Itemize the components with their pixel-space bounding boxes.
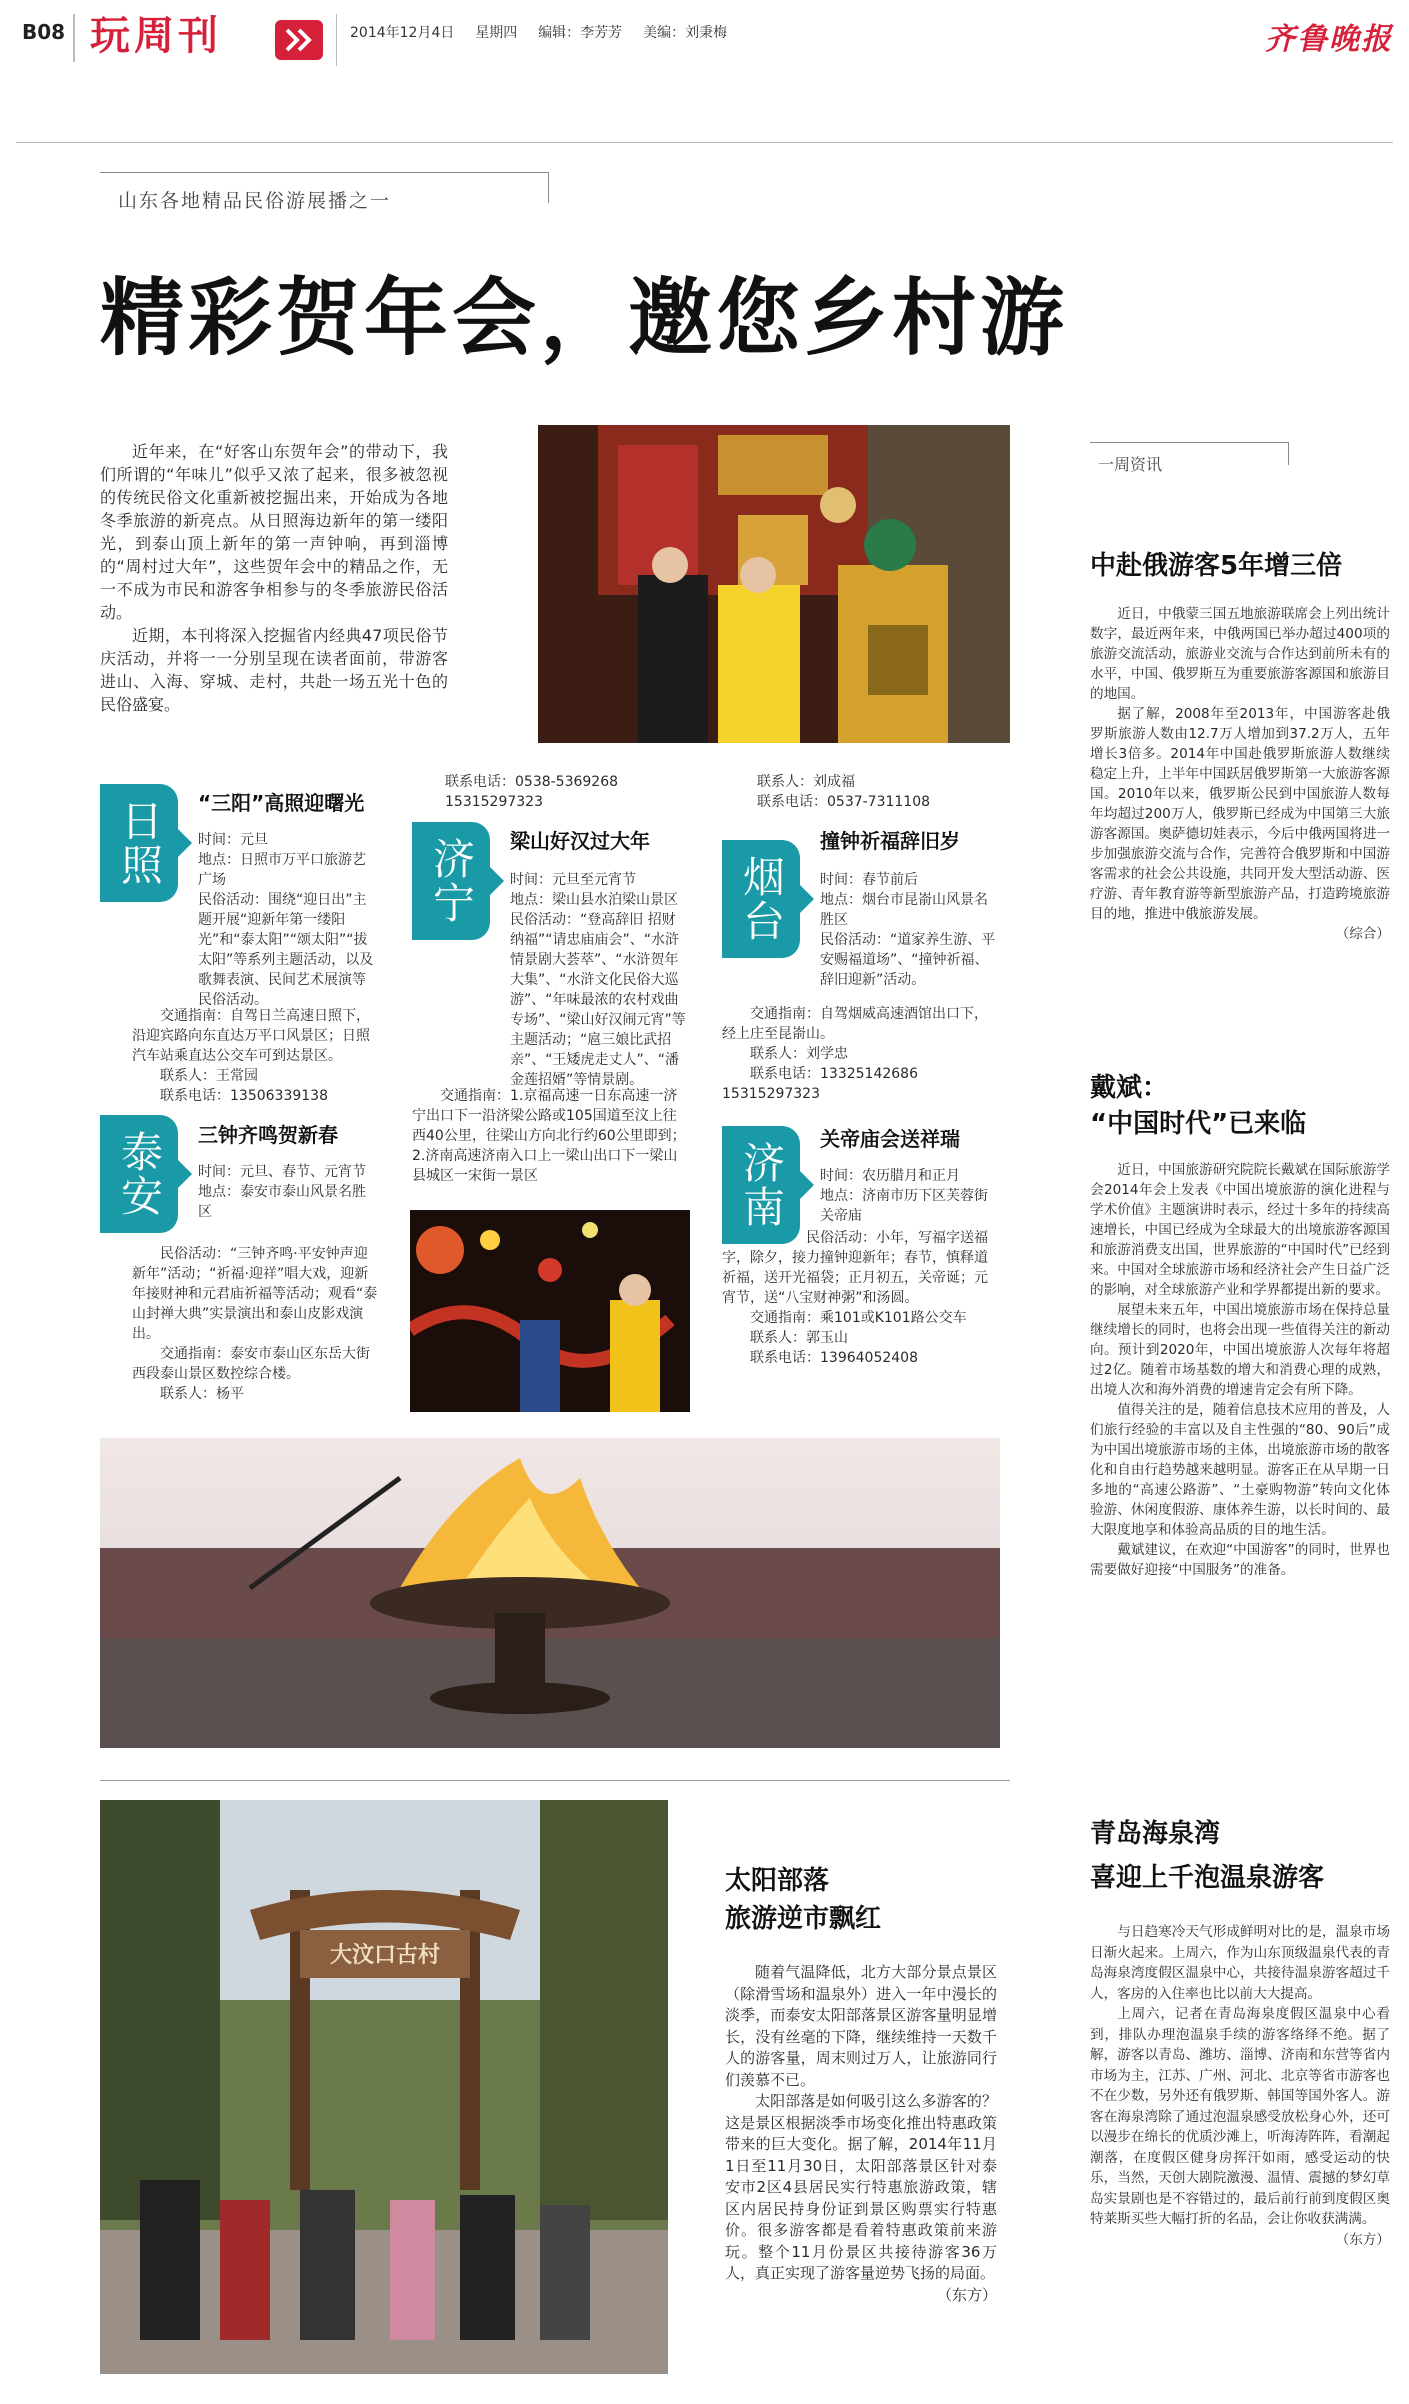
prev-contact-block — [445, 772, 645, 812]
event-more-jinan — [722, 1228, 998, 1368]
event-place: 地点：泰安市泰山风景名胜区 — [198, 1184, 366, 1220]
double-chevron-right-icon — [275, 20, 323, 60]
event-more-taian — [132, 1244, 378, 1404]
event-traffic-jining — [412, 1086, 688, 1186]
intro-paragraph: 近期，本刊将深入挖掘省内经典47项民俗节庆活动，并将一一分别呈现在读者面前，带游客进山、入海、穿城、走村，共赴一场五光十色的民俗盛宴。 — [100, 626, 448, 714]
event-contact: 联系人：郭玉山 — [750, 1330, 848, 1346]
event-phone: 联系电话：13325142686 — [750, 1066, 918, 1082]
event-details-jining — [510, 870, 688, 1090]
header-divider-2 — [336, 14, 337, 66]
weekly-label: 一周资讯 — [1098, 452, 1168, 475]
event-details-rizhao — [198, 830, 376, 1010]
event-activity: 民俗活动：小年，写福字送福字，除夕，接力撞钟迎新年；春节，慎释道祈福，送开光福袋；正月初五，关帝诞；元宵节，送“八宝财神粥”和汤圆。 — [722, 1230, 988, 1306]
event-phone: 联系电话：13506339138 — [160, 1088, 328, 1104]
editor-credit: 编辑：李芳芳 — [538, 25, 623, 41]
event-traffic: 交通指南：泰安市泰山区东岳大街西段泰山景区数控综合楼。 — [132, 1346, 370, 1382]
taiyang-source: （东方） — [936, 2285, 997, 2304]
weekly-a3-source: （东方） — [1335, 2231, 1390, 2248]
event-traffic: 交通指南：乘101或K101路公交车 — [750, 1310, 967, 1326]
event-phone: 联系电话：13964052408 — [750, 1350, 918, 1366]
event-title-taian: 三钟齐鸣贺新春 — [198, 1123, 338, 1147]
section-rule — [100, 1780, 1010, 1781]
weekly-a3-paragraph: 与日趋寒冷天气形成鲜明对比的是，温泉市场日渐火起来。上周六，作为山东顶级温泉代表的青岛海泉湾度假区温泉中心，共接待温泉游客超过千人，客房的入住率也比以前大大提高。 — [1090, 1924, 1390, 2002]
weekly-a2-paragraph: 近日，中国旅游研究院院长戴斌在国际旅游学会2014年会上发表《中国出境旅游的演化进程与学术价值》主题演讲时表示，经过十多年的持续高速增长，中国已经成为全球最大的出境旅游客源国和旅游消费支出国，世界旅游的“中国时代”已经到来。中国对全球旅游市场和经济社会产生日益广泛的影响，对全球旅游产业和学界都提出新的要求。 — [1090, 1162, 1390, 1298]
photo-bonfire-square — [100, 1438, 1000, 1748]
event-phone: 15315297323 — [445, 794, 543, 810]
event-activity: 民俗活动：“三钟齐鸣·平安钟声迎新年”活动；“祈福·迎祥”唱大戏，迎新年接财神和元君庙祈福等活动；观看“泰山封禅大典”实景演出和泰山皮影戏演出。 — [132, 1246, 378, 1342]
event-title-jining: 梁山好汉过大年 — [510, 829, 650, 853]
event-title-jinan: 关帝庙会送祥瑞 — [820, 1127, 960, 1151]
weekly-a1-paragraph: 近日，中俄蒙三国五地旅游联席会上列出统计数字，最近两年来，中俄两国已举办超过400项的旅游交流活动，旅游业交流与合作达到前所未有的水平，中国、俄罗斯互为重要旅游客源国和旅游目的地国。 — [1090, 606, 1390, 702]
intro-paragraph: 近年来，在“好客山东贺年会”的带动下，我们所谓的“年味儿”似乎又浓了起来，很多被忽视的传统民俗文化重新被挖掘出来，开始成为各地冬季旅游的新亮点。从日照海边新年的第一缕阳光，到泰山顶上新年的第一声钟响，再到淄博的“周村过大年”，这些贺年会中的精品之作，无一不成为市民和游客争相参与的冬季旅游民俗活动。 — [100, 442, 448, 622]
weekly-a3-title-line1: 青岛海泉湾 — [1090, 1819, 1221, 1849]
series-label: 山东各地精品民俗游展播之一 — [118, 186, 397, 213]
intro-text — [100, 440, 448, 716]
weekly-a2-title-line2: “中国时代”已来临 — [1090, 1109, 1307, 1139]
page-header — [0, 0, 1409, 80]
village-gate-sign: 大汶口古村 — [329, 1943, 441, 1968]
event-contact: 联系人：刘成福 — [757, 774, 855, 790]
taiyang-title — [725, 1862, 881, 1938]
event-details-yantai — [820, 870, 998, 990]
photo-costume-parade — [538, 425, 1010, 743]
event-place: 地点：烟台市昆嵛山风景名胜区 — [820, 892, 988, 928]
event-traffic-rizhao — [132, 1006, 378, 1106]
weekly-a2-title — [1090, 1070, 1306, 1142]
newspaper-logo: 齐鲁晚报 — [1265, 22, 1393, 57]
taiyang-paragraph: 太阳部落是如何吸引这么多游客的？这是景区根据淡季市场变化推出特惠政策带来的巨大变化。据了解，2014年11月1日至11月30日，太阳部落景区针对泰安市2区4县居民实行特惠旅游政策，辖区内居民持身份证到景区购票实行特惠价。很多游客都是看着特惠政策前来游玩。整个11月份景区共接待游客36万人，真正实现了游客量逆势飞扬的局面。 — [725, 2092, 997, 2282]
event-title-yantai: 撞钟祈福辞旧岁 — [820, 829, 960, 853]
event-traffic: 交通指南：自驾日兰高速日照下，沿迎宾路向东直达万平口风景区；日照汽车站乘直达公交车可到达景区。 — [132, 1008, 370, 1064]
header-info — [350, 22, 727, 42]
event-traffic: 交通指南：自驾烟威高速酒馆出口下，经上庄至昆嵛山。 — [722, 1006, 988, 1042]
weekly-a3-paragraph: 上周六，记者在青岛海泉度假区温泉中心看到，排队办理泡温泉手续的游客络绎不绝。据了解，游客以青岛、潍坊、淄博、济南和东营等省内市场为主，江苏、广州、河北、北京等省市游客也不在少数，另外还有俄罗斯、韩国等国外客人。游客在海泉湾除了通过泡温泉感受放松身心外，还可以漫步在绵长的优质沙滩上，听海涛阵阵，看潮起潮落，在度假区健身房挥汗如雨，感受运动的快乐，当然，天创大剧院激漫、温情、震撼的梦幻草岛实景剧也是不容错过的，最后前行前到度假区奥特莱斯买些大幅打折的名品，会让你收获满满。 — [1090, 2006, 1390, 2227]
city-tag-jining: 济宁 — [412, 822, 490, 940]
event-phone: 联系电话：0537-7311108 — [757, 794, 931, 810]
issue-weekday: 星期四 — [475, 25, 518, 41]
photo-lantern-festival — [410, 1210, 690, 1412]
page-number: B08 — [22, 20, 66, 44]
event-contact: 联系人：王常园 — [160, 1068, 258, 1084]
taiyang-body — [725, 1962, 997, 2306]
event-details-taian — [198, 1162, 376, 1222]
section-title: 玩周刊 — [90, 13, 222, 59]
weekly-a1-source: （综合） — [1335, 926, 1390, 942]
event-time: 时间：春节前后 — [820, 872, 918, 888]
event-activity: 民俗活动：“道家养生游、平安赐福道场”、“撞钟祈福、辞旧迎新”活动。 — [820, 932, 996, 988]
event-title-rizhao: “三阳”高照迎曙光 — [198, 791, 365, 815]
weekly-a3-title — [1090, 1812, 1324, 1900]
event-place: 地点：梁山县水泊梁山景区 — [510, 892, 678, 908]
weekly-a2-paragraph: 展望未来五年，中国出境旅游市场在保持总量继续增长的同时，也将会出现一些值得关注的新动向。预计到2020年，中国出境旅游人次每年将超过2亿。随着市场基数的增大和消费心理的成熟，出境人次和海外消费的增速肯定会有所下降。 — [1090, 1302, 1390, 1398]
headline: 精彩贺年会，邀您乡村游 — [100, 269, 1069, 367]
city-tag-jinan: 济南 — [722, 1126, 800, 1244]
event-contact: 联系人：杨平 — [160, 1386, 244, 1402]
event-place: 地点：济南市历下区芙蓉街关帝庙 — [820, 1188, 988, 1224]
weekly-a2-paragraph: 戴斌建议，在欢迎“中国游客”的同时，世界也需要做好迎接“中国服务”的准备。 — [1090, 1542, 1390, 1578]
city-tag-yantai: 烟台 — [722, 840, 800, 958]
weekly-a3-title-line2: 喜迎上千泡温泉游客 — [1090, 1863, 1325, 1893]
event-time: 时间：农历腊月和正月 — [820, 1168, 960, 1184]
taiyang-title-line1: 太阳部落 — [725, 1866, 830, 1896]
event-place: 地点：日照市万平口旅游艺广场 — [198, 852, 366, 888]
city-tag-taian: 泰安 — [100, 1115, 178, 1233]
photo-village-gate — [100, 1800, 668, 2374]
taiyang-title-line2: 旅游逆市飘红 — [725, 1904, 882, 1934]
weekly-a1-paragraph: 据了解，2008年至2013年，中国游客赴俄罗斯旅游人数由12.7万人增加到37.2万人，五年增长3倍多。2014年中国赴俄罗斯旅游人数继续稳定上升，上半年中国跃居俄罗斯第一大旅游客源国。2010年以来，俄罗斯公民到中国旅游人数每年均超过200万人，俄罗斯已经成为中国第三大旅游客源国。奥萨德切娃表示，今后中俄两国将进一步加强旅游交流与合作，完善符合俄罗斯和中国游客需求的社会公共设施，共同开发大型活动游、医疗游、青年教育游等新型旅游产品，打造跨境旅游目的地，推进中俄旅游发展。 — [1090, 706, 1390, 922]
event-traffic-yantai — [722, 1004, 998, 1104]
event-traffic: 交通指南：1.京福高速一日东高速一济宁出口下一沿济梁公路或105国道至汶上往西40公里，往梁山方向北行约60公里即到；2.济南高速济南入口上一梁山出口下一梁山县城区一宋街一景区 — [412, 1088, 686, 1184]
event-contact: 联系人：刘学忠 — [750, 1046, 848, 1062]
event-phone: 15315297323 — [722, 1086, 820, 1102]
weekly-a1-body — [1090, 604, 1390, 944]
event-phone: 联系电话：0538-5369268 — [445, 774, 619, 790]
header-rule — [16, 142, 1393, 143]
weekly-a2-paragraph: 值得关注的是，随着信息技术应用的普及，人们旅行经验的丰富以及自主性强的“80、90后”成为中国出境旅游市场的主体，出境旅游市场的散客化和自由行趋势越来越明显。游客正在从早期一日多地的“高速公路游”、“土豪购物游”转向文化体验游、休闲度假游、康体养生游，以长时间的、最大限度地享和体验高品质的目的地生活。 — [1090, 1402, 1390, 1538]
weekly-a1-title: 中赴俄游客5年增三倍 — [1090, 551, 1343, 581]
event-time: 时间：元旦至元宵节 — [510, 872, 636, 888]
art-credit: 美编：刘秉梅 — [643, 25, 728, 41]
event-details-jinan — [820, 1166, 998, 1226]
prev-contact-block-2 — [757, 772, 957, 812]
taiyang-paragraph: 随着气温降低，北方大部分景点景区（除滑雪场和温泉外）进入一年中漫长的淡季，而泰安太阳部落景区游客量明显增长，没有丝毫的下降，继续维持一天数千人的游客量，周末则过万人，让旅游同行们羡慕不已。 — [725, 1963, 997, 2089]
event-activity: 民俗活动：“登高辞旧 招财纳福”“请忠庙庙会”、“水浒情景剧大荟萃”、“水浒贺年大集”、“水浒文化民俗大巡游”、“年味最浓的农村戏曲专场”、“梁山好汉闹元宵”等主题活动；“扈三娘比武招亲”、“王矮虎走丈人”、“潘金莲招婿”等情景剧。 — [510, 912, 686, 1088]
city-tag-rizhao: 日照 — [100, 784, 178, 902]
weekly-a2-body — [1090, 1160, 1390, 1580]
weekly-a3-body — [1090, 1922, 1390, 2250]
issue-date: 2014年12月4日 — [350, 25, 455, 41]
event-time: 时间：元旦、春节、元宵节 — [198, 1164, 366, 1180]
event-time: 时间：元旦 — [198, 832, 268, 848]
weekly-a2-title-line1: 戴斌： — [1090, 1073, 1169, 1103]
header-divider — [73, 14, 75, 62]
event-activity: 民俗活动：围绕“迎日出”主题开展“迎新年第一缕阳光”和“泰太阳”“颂太阳”“拔太阳”等系列主题活动，以及歌舞表演、民间艺术展演等民俗活动。 — [198, 892, 374, 1008]
